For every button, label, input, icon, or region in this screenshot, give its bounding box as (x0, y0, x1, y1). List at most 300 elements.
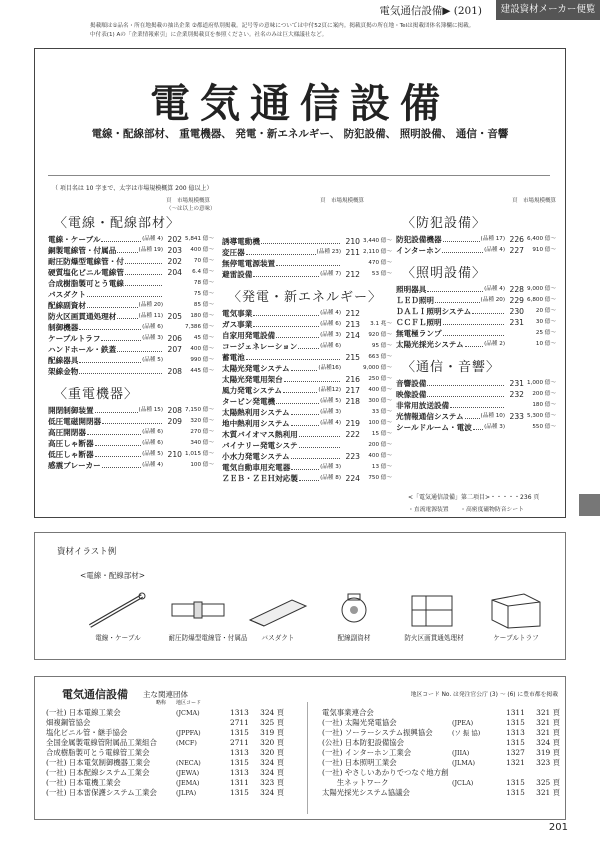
leader-dots (427, 378, 504, 386)
item-market-size: 6,400 億～ (527, 236, 556, 242)
organization-page: 319 頁 (536, 748, 560, 757)
organization-row (322, 768, 560, 778)
item-page: 203 (167, 246, 182, 255)
item-page (343, 258, 360, 269)
item-page: 205 (167, 312, 182, 321)
list-item[interactable] (396, 400, 556, 411)
organization-page: 325 頁 (536, 778, 560, 787)
list-item[interactable] (48, 234, 214, 245)
organization-name: 太陽光採光システム協議会 (322, 788, 410, 797)
item-name: 高圧開閉器 (48, 428, 86, 437)
item-name: 照明器具 (396, 285, 427, 294)
leader-dots (443, 328, 504, 336)
organization-abbr: (JEWA) (176, 769, 200, 777)
list-item[interactable] (396, 411, 556, 422)
organization-name: (一社) 日本電気制御機器工業会 (46, 758, 151, 767)
organization-page: 321 頁 (536, 718, 560, 727)
list-item[interactable] (48, 355, 214, 366)
item-market-size: 7,386 億～ (185, 324, 214, 330)
organization-page: 324 頁 (260, 758, 284, 767)
item-name: 太陽光発電システム (222, 364, 290, 373)
leader-dots (465, 339, 484, 347)
organization-name: 合成樹脂製可とう電線管工業会 (46, 748, 150, 757)
leader-dots (253, 319, 319, 327)
illustration-subtitle: <電線・配線部材> (80, 571, 146, 580)
item-page: 229 (509, 296, 524, 305)
list-item[interactable] (222, 429, 392, 440)
item-page: 207 (167, 345, 182, 354)
item-market-size: 5,841 億～ (185, 236, 214, 242)
leader-dots (291, 451, 340, 459)
item-page: 223 (345, 452, 360, 461)
item-market-size: 13 億～ (371, 464, 392, 470)
item-market-size: 250 億～ (368, 376, 392, 382)
item-name: 非常用放送設備 (396, 401, 450, 410)
item-code: (品種 8) (320, 475, 341, 481)
list-item[interactable] (48, 322, 214, 333)
illustration-caption: 配線副資材 (337, 634, 371, 642)
item-page (165, 289, 182, 300)
column-2 (222, 236, 392, 488)
list-item[interactable] (48, 460, 214, 471)
item-name: 自家用発電設備 (222, 331, 276, 340)
item-code: (品種 15) (138, 407, 163, 413)
item-code: (品種 6) (142, 429, 163, 435)
organization-abbr: (JCMA) (176, 709, 200, 717)
fire-stop-illustration (402, 590, 466, 630)
list-item[interactable] (222, 258, 392, 269)
list-item[interactable] (48, 300, 214, 311)
item-market-size: 9,000 億～ (363, 365, 392, 371)
list-item[interactable] (396, 306, 556, 317)
organization-abbr (452, 768, 506, 778)
list-item[interactable] (48, 333, 214, 344)
leader-dots (443, 317, 504, 325)
item-code: (品種 3) (320, 464, 341, 470)
item-page (507, 400, 524, 411)
leader-dots (276, 330, 319, 338)
item-code: (品種 4) (142, 462, 163, 468)
item-name: インターホン (396, 246, 442, 255)
item-page: 213 (345, 320, 360, 329)
illustration-title: 資材イラスト例 (57, 547, 117, 557)
item-name: 小水力発電システム (222, 452, 290, 461)
header-tab[interactable]: 建設資材メーカー便覧 (496, 0, 600, 20)
organization-abbr (452, 738, 506, 748)
item-name: 避雷設備 (222, 270, 253, 279)
item-page: 210 (345, 237, 360, 246)
item-name: 変圧器 (222, 248, 245, 257)
list-item[interactable] (222, 247, 392, 258)
item-page: 215 (345, 353, 360, 362)
list-item[interactable] (222, 385, 392, 396)
leader-dots (101, 333, 141, 341)
item-page (165, 460, 182, 471)
item-page (343, 462, 360, 473)
organization-page: 321 頁 (536, 788, 560, 797)
item-market-size: 270 億～ (190, 429, 214, 435)
list-item[interactable] (48, 366, 214, 377)
illustration-caption: 防火区画貫通処理材 (404, 634, 464, 642)
item-market-size: 300 億～ (368, 398, 392, 404)
organization-page: 324 頁 (260, 788, 284, 797)
leader-dots (276, 396, 319, 404)
organization-code: 1315 (230, 788, 249, 797)
item-market-size: 400 億～ (190, 247, 214, 253)
organization-code: 1313 (230, 708, 249, 717)
leader-dots (465, 411, 480, 419)
leader-dots (443, 234, 480, 242)
leader-dots (253, 269, 319, 277)
item-market-size: 6.4 億～ (192, 269, 214, 275)
organization-row (322, 778, 560, 788)
item-market-size: 75 億～ (193, 291, 214, 297)
item-page (507, 422, 524, 433)
item-page (507, 339, 524, 350)
organization-code: 1313 (230, 768, 249, 777)
organization-abbr: (JIIA) (452, 749, 470, 757)
item-code: (品種 23) (316, 249, 341, 255)
organization-page: 321 頁 (536, 728, 560, 737)
organization-code: 1327 (506, 748, 525, 757)
item-name: 制御機器 (48, 323, 79, 332)
list-item[interactable] (222, 473, 392, 484)
item-page (165, 438, 182, 449)
item-market-size: 20 億～ (535, 308, 556, 314)
leader-dots (291, 418, 320, 426)
leader-dots (125, 278, 162, 286)
item-market-size (362, 308, 392, 319)
organization-name: (一社) ソーラーシステム振興協会 (322, 728, 433, 737)
list-item[interactable] (48, 344, 214, 355)
section-heading: 〈通信・音響〉 (402, 360, 501, 375)
item-name: ケーブルトラフ (48, 334, 101, 343)
organizations-left-list (46, 708, 284, 798)
leader-dots (299, 440, 340, 448)
column-header: 頁 市場規模概算 (320, 198, 365, 204)
page-subtitle: 電線・配線部材、 重電機器、 発電・新エネルギー、 防犯設備、 照明設備、 通信・音響 (91, 128, 509, 140)
item-code: (品種 19) (138, 247, 163, 253)
list-item[interactable] (48, 449, 214, 460)
organization-page: 323 頁 (536, 758, 560, 767)
leader-dots (95, 405, 138, 413)
list-item[interactable] (222, 440, 392, 451)
organization-name: 全国金属製電線管附属品工業組合 (46, 738, 157, 747)
illustration-caption: 電線・ケーブル (95, 634, 141, 642)
list-item[interactable] (396, 339, 556, 350)
item-page: 210 (167, 450, 182, 459)
item-market-size: 180 億～ (532, 402, 556, 408)
organization-row (46, 758, 284, 768)
column-3 (396, 210, 556, 437)
list-item[interactable] (48, 427, 214, 438)
organization-row (46, 708, 284, 718)
leader-dots (117, 245, 137, 253)
item-name: 配線器具 (48, 356, 79, 365)
item-name: 感震ブレーカー (48, 461, 101, 470)
organization-page: 320 頁 (260, 748, 284, 757)
leader-dots (276, 258, 340, 266)
organization-name: 生ネットワーク (322, 778, 389, 787)
item-market-size: 470 億～ (368, 260, 392, 266)
organization-row (322, 728, 560, 738)
organization-row (322, 758, 560, 768)
item-page (165, 355, 182, 366)
organization-abbr (452, 708, 506, 718)
leader-dots (283, 385, 317, 393)
item-market-size: 100 億～ (190, 462, 214, 468)
item-name: 地中熱利用システム (222, 419, 290, 428)
item-page: 218 (345, 397, 360, 406)
list-item[interactable] (396, 284, 556, 295)
list-item[interactable] (222, 236, 392, 247)
item-market-size: 95 億～ (371, 343, 392, 349)
item-code: (品種 4) (484, 247, 505, 253)
leader-dots (79, 322, 141, 330)
organization-page (530, 768, 560, 778)
item-page: 233 (509, 412, 524, 421)
organization-row (322, 718, 560, 728)
item-page: 226 (509, 235, 524, 244)
item-market-size: 400 億～ (368, 387, 392, 393)
organization-abbr: (JLMA) (452, 759, 475, 767)
organization-abbr (176, 748, 230, 758)
organization-row (46, 788, 284, 798)
item-page: 204 (167, 268, 182, 277)
item-code: (品種 20) (138, 302, 163, 308)
item-name: 防火区画貫通処理材 (48, 312, 117, 321)
busduct-illustration (246, 590, 310, 630)
list-item[interactable] (48, 245, 214, 256)
item-code: (品種 7) (320, 271, 341, 277)
leader-dots (87, 300, 138, 308)
organization-page: 321 頁 (536, 708, 560, 717)
side-index-tab[interactable] (579, 494, 600, 516)
organization-code: 1311 (230, 778, 249, 787)
section-heading: 〈発電・新エネルギー〉 (228, 290, 383, 305)
leader-dots (298, 341, 319, 349)
list-item[interactable] (222, 269, 392, 280)
list-item[interactable] (396, 389, 556, 400)
conduit-illustration (166, 590, 230, 630)
item-code: (品種 4) (320, 310, 341, 316)
item-page (165, 278, 182, 289)
item-market-size: 400 億～ (368, 453, 392, 459)
list-item[interactable] (48, 289, 214, 300)
item-page: 206 (167, 334, 182, 343)
item-code: (品種16) (318, 365, 341, 371)
leader-dots (299, 429, 340, 437)
leader-dots (450, 400, 504, 408)
organization-code: 2711 (230, 718, 249, 727)
list-item[interactable] (396, 378, 556, 389)
item-page (507, 328, 524, 339)
item-name: 無停電電源装置 (222, 259, 276, 268)
item-name: ガス事業 (222, 320, 253, 329)
leader-dots (291, 462, 319, 470)
item-page: 209 (167, 417, 182, 426)
organization-abbr (176, 718, 230, 728)
item-name: 銅製電線管・付属品 (48, 246, 117, 255)
list-item[interactable] (396, 295, 556, 306)
column-header-sub: （～は以上の意味） (166, 206, 216, 212)
item-market-size: 750 億～ (368, 475, 392, 481)
note-line: 掲載順は①品名・所在地掲載の抽出企業 ②都道府県別掲載。記号等の意味については中付52頁に案内。掲載頁掲の所在地・Telは掲載団体名簿欄に掲載。 (90, 23, 475, 29)
item-name: 太陽光採光システム (396, 340, 464, 349)
organization-name: (一社) 日本配線システム工業会 (46, 768, 150, 777)
section-heading: 〈照明設備〉 (402, 266, 487, 281)
list-item[interactable] (396, 422, 556, 433)
list-item[interactable] (222, 308, 392, 319)
organization-name: 塩化ビニル管・継手協会 (46, 728, 128, 737)
leader-dots (291, 407, 320, 415)
item-market-size: 550 億～ (532, 424, 556, 430)
item-page: 208 (167, 406, 182, 415)
leader-dots (125, 256, 162, 264)
item-name: 木質バイオマス熱利用 (222, 430, 298, 439)
column-1 (48, 210, 214, 475)
list-item[interactable] (222, 341, 392, 352)
organization-abbr: (JPEA) (452, 719, 474, 727)
list-item[interactable] (222, 352, 392, 363)
list-item[interactable] (396, 245, 556, 256)
page-number: 201 (548, 822, 568, 833)
organization-name: (一社) 太陽光発電協会 (322, 718, 397, 727)
leader-dots (473, 422, 483, 430)
list-item[interactable] (48, 267, 214, 278)
item-page: 212 (345, 309, 360, 318)
item-code: (品種 6) (320, 343, 341, 349)
leader-dots (246, 352, 340, 360)
item-market-size: 920 億～ (368, 332, 392, 338)
item-page (165, 322, 182, 333)
illustration-caption: ケーブルトラフ (493, 634, 539, 642)
item-name: ＣＣＦＬ照明 (396, 318, 442, 327)
note-line: 中付表(1) Aの「企業情報索引」に企業別掲載頁を参照ください。社名のみは巨大様議社など。 (90, 31, 328, 38)
organization-row (46, 738, 284, 748)
leader-dots (299, 473, 319, 481)
item-code: (品種 3) (142, 335, 163, 341)
list-item[interactable] (222, 418, 392, 429)
list-item[interactable] (222, 396, 392, 407)
cable-illustration (86, 590, 150, 630)
section-heading: 〈防犯設備〉 (402, 216, 487, 231)
organization-abbr: (JLPA) (176, 789, 197, 797)
list-item[interactable] (48, 438, 214, 449)
item-page: 214 (345, 331, 360, 340)
organization-abbr: (JPPFA) (176, 729, 201, 737)
organization-code: 1311 (506, 708, 525, 717)
list-item[interactable] (48, 256, 214, 267)
item-name: コージェネレーション (222, 342, 298, 351)
list-item[interactable] (396, 234, 556, 245)
item-market-size: 10 億～ (535, 341, 556, 347)
organization-name: (一社) やさしいあかりでつなぐ地方創 (322, 768, 449, 777)
leader-dots (442, 245, 483, 253)
wiring-accessory-illustration (322, 590, 386, 630)
item-market-size: 180 億～ (190, 313, 214, 319)
leader-dots (261, 236, 340, 244)
item-code: (品種 6) (142, 440, 163, 446)
leader-dots (117, 344, 162, 352)
leader-dots (102, 416, 162, 424)
item-page: 202 (167, 235, 182, 244)
notes (90, 22, 560, 39)
item-market-size: 30 億～ (535, 319, 556, 325)
organization-abbr: (JEMA) (176, 779, 200, 787)
leader-dots (87, 427, 141, 435)
list-item[interactable] (222, 330, 392, 341)
item-market-size: 100 億～ (368, 420, 392, 426)
list-item[interactable] (222, 374, 392, 385)
organization-row (322, 748, 560, 758)
list-item[interactable] (48, 416, 214, 427)
list-item[interactable] (222, 451, 392, 462)
list-item[interactable] (222, 407, 392, 418)
item-name: 音響設備 (396, 379, 427, 388)
list-item[interactable] (48, 311, 214, 322)
item-name: 開閉制御装置 (48, 406, 94, 415)
item-page: 216 (345, 375, 360, 384)
organization-row (46, 768, 284, 778)
item-page (165, 300, 182, 311)
list-item[interactable] (396, 317, 556, 328)
item-page: 202 (167, 257, 182, 266)
item-name: ＤＡＬＩ照明システム (396, 307, 472, 316)
item-name: 風力発電システム (222, 386, 282, 395)
organization-code: 1315 (506, 788, 525, 797)
item-market-size: 78 億～ (193, 280, 214, 286)
item-code: (品種 6) (320, 321, 341, 327)
item-page (343, 407, 360, 418)
list-item[interactable] (222, 462, 392, 473)
leader-dots (427, 389, 504, 397)
organization-name: (一社) 日本照明工業会 (322, 758, 397, 767)
list-item[interactable] (48, 405, 214, 416)
leader-dots (117, 311, 137, 319)
reference-line: <「電気通信設備」第二項目>・・・・・236 頁 (408, 494, 540, 501)
item-code: (品種 10) (480, 413, 505, 419)
item-page: 219 (345, 419, 360, 428)
item-name: タービン発電機 (222, 397, 276, 406)
item-code: (品種 5) (142, 451, 163, 457)
item-name: 耐圧防爆型電線管・付 (48, 257, 124, 266)
illustration-caption: バスダクト (261, 634, 295, 642)
organization-code: 1315 (506, 718, 525, 727)
organization-page: 319 頁 (260, 728, 284, 737)
item-page: 227 (509, 246, 524, 255)
organization-abbr: (JCLA) (452, 779, 474, 787)
item-name: 配線副資材 (48, 301, 86, 310)
organization-page: 324 頁 (260, 768, 284, 777)
item-code: (品種 3) (320, 409, 341, 415)
organizations-subtitle: 主な関連団体 (143, 690, 188, 699)
section-heading: 〈重電機器〉 (54, 387, 139, 402)
leader-dots (79, 366, 162, 374)
list-item[interactable] (222, 319, 392, 330)
list-item[interactable] (48, 278, 214, 289)
organization-row (322, 788, 560, 798)
list-item[interactable] (222, 363, 392, 374)
leader-dots (102, 460, 141, 468)
leader-dots (125, 267, 162, 275)
item-market-size: 663 億～ (368, 354, 392, 360)
item-market-size: 990 億～ (190, 357, 214, 363)
list-item[interactable] (396, 328, 556, 339)
organizations-note: 地区コード No. は発注官公庁 (3) ～ (6) に豊市都を掲載 (410, 692, 558, 698)
item-name: 光情報通信システム (396, 412, 464, 421)
item-market-size: 33 億～ (371, 409, 392, 415)
